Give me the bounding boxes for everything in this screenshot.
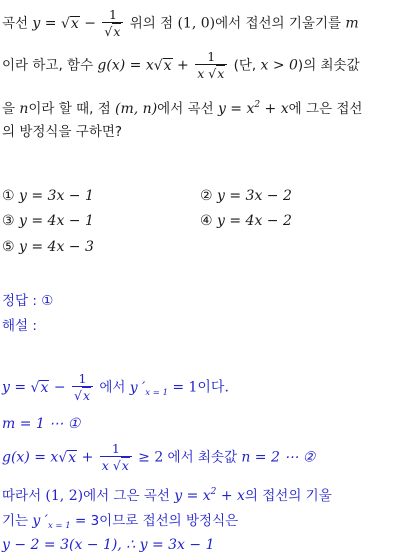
solution-line-1: y = √x − $\frac{1}{√x}$ 에서 y $'_{x = 1} = 1$이다. [2, 371, 229, 403]
choice-number: ④ [200, 213, 213, 229]
math-fraction: $\frac{1}{√x}$ [102, 8, 123, 39]
math-fraction: $\frac{1}{x √x}$ [100, 442, 132, 473]
answer-line [2, 291, 53, 311]
math-fraction: $\frac{1}{√x}$ [72, 372, 93, 403]
math-var-n: n [19, 101, 29, 117]
choice-4[interactable] [200, 213, 292, 229]
math-inequality: ≥ 2 [138, 449, 164, 466]
question-text: 이라 할 때, 점 [28, 101, 111, 117]
solution-label-text: 해설 : [2, 318, 37, 334]
math-point: (m, n) [115, 101, 158, 117]
solution-line-2 [2, 414, 80, 434]
question-line-1: 곡선 y = √x − $\frac{1}{√x}$ 위의 점 (1, 0)에서 접선의 기울기를 m [2, 7, 359, 39]
question-text: 에 그은 접선 [288, 101, 363, 117]
choice-number: ① [2, 188, 15, 204]
math-result-m: m = 1 ⋯ ① [2, 416, 81, 432]
question-text: 이라 하고, 함수 [2, 57, 94, 74]
math-curve-eq: y = [2, 379, 31, 396]
math-fraction: $\frac{1}{x √x}$ [195, 50, 227, 81]
math-var-m: m [345, 15, 359, 32]
solution-text: = 1이다. [172, 379, 229, 396]
math-sqrt-x: √x [60, 15, 79, 32]
choice-equation: y = 4x − 3 [19, 239, 94, 255]
answer-label: 정답 : [2, 293, 37, 309]
choice-equation: y = 3x − 1 [19, 188, 94, 204]
math-curve-eq: $y = x^2 + x$ [217, 100, 289, 117]
solution-text: 에서 [99, 379, 126, 396]
solution-text: 의 접선의 기울 [244, 488, 332, 504]
math-sqrt-x: √x [30, 379, 49, 396]
math-function: g(x) = x [97, 57, 154, 74]
question-text: )의 최솟값 [297, 57, 360, 74]
choice-1[interactable] [2, 188, 94, 204]
choice-equation: y = 4x − 1 [19, 213, 94, 229]
math-result-n: n = 2 ⋯ ② [241, 449, 316, 466]
solution-text: 기는 [2, 513, 29, 529]
question-line-4 [2, 122, 122, 142]
math-condition: x > 0 [260, 57, 298, 74]
math-final-equation: y − 2 = 3(x − 1), ∴ y = 3x − 1 [2, 537, 215, 553]
math-sqrt-x: √x [153, 57, 172, 74]
solution-line-5 [2, 511, 238, 531]
solution-line-3: g(x) = x√x + $\frac{1}{x √x}$ ≥ 2 에서 최솟값 n = 2 ⋯ ② [2, 441, 316, 473]
question-text: 위의 점 [129, 15, 174, 32]
choice-equation: y = 3x − 2 [217, 188, 292, 204]
choice-number: ③ [2, 213, 15, 229]
solution-line-6 [2, 535, 214, 555]
math-function: g(x) = x [2, 449, 59, 466]
solution-label [2, 316, 37, 336]
choice-number: ⑤ [2, 239, 15, 255]
math-sqrt-x: √x [58, 449, 77, 466]
question-text: 에서 접선의 기울기를 [215, 15, 342, 32]
question-text: (단, [233, 57, 257, 74]
question-text: 의 방정식을 구하면? [2, 124, 123, 140]
math-point: (1, 2) [45, 488, 84, 504]
solution-line-4 [2, 486, 332, 506]
question-line-2: 이라 하고, 함수 g(x) = x√x + $\frac{1}{x √x}$ (단, x > 0)의 최솟값 [2, 49, 360, 81]
solution-text: 에서 그은 곡선 [83, 488, 170, 504]
choice-number: ② [200, 188, 213, 204]
choice-3[interactable] [2, 213, 94, 229]
math-curve-eq: $y = x^2 + x$ [174, 487, 245, 504]
math-derivative: y $'_{x = 1}$ [32, 513, 71, 531]
question-text: 곡선 [2, 15, 29, 32]
solution-text: 따라서 [2, 488, 42, 504]
math-derivative: y $'_{x = 1}$ [129, 379, 169, 398]
choice-5[interactable] [2, 239, 94, 255]
solution-text: 에서 최솟값 [167, 449, 238, 466]
question-text: 을 [2, 101, 16, 117]
solution-text: = 3이므로 접선의 방정식은 [74, 513, 239, 529]
question-line-3 [2, 99, 362, 119]
answer-value: ① [41, 293, 54, 309]
math-curve-eq: y = [32, 15, 61, 32]
question-text: 에서 곡선 [157, 101, 214, 117]
choice-equation: y = 4x − 2 [217, 213, 292, 229]
choice-2[interactable] [200, 188, 292, 204]
math-point: (1, 0) [177, 15, 216, 32]
